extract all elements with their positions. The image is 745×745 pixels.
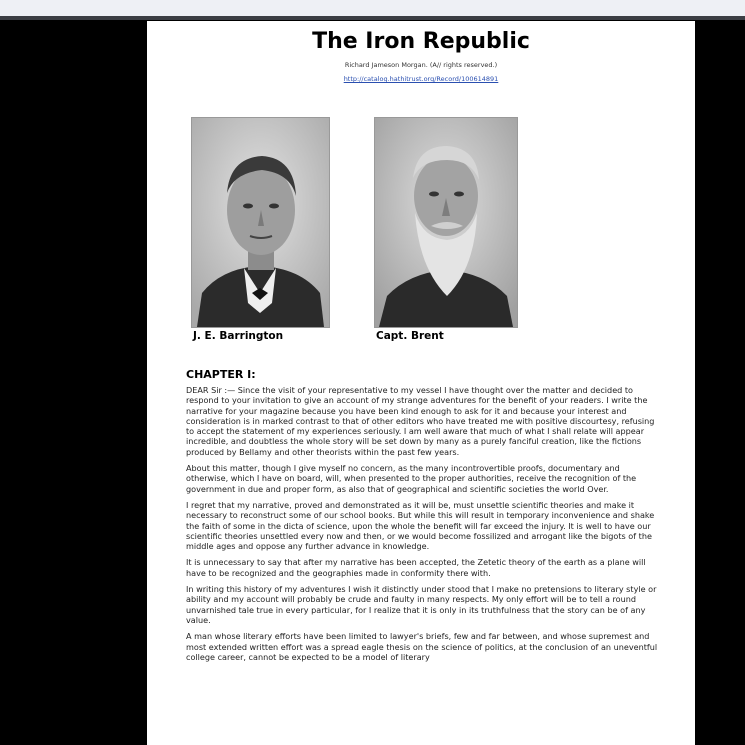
paragraph: In writing this history of my adventures I wish it distinctly under stood that I make no pretensions to literary style or ability and my account will probably be crude and faulty in many respects. My only effort will be to tell a round unvarnished tale true in every particular, for I realize that it is only in its truthfulness that the story can be of any value. <box>186 584 657 625</box>
chapter-heading: CHAPTER I: <box>186 368 256 381</box>
catalog-link[interactable]: http://catalog.hathitrust.org/Record/100614891 <box>343 75 499 83</box>
caption-brent: Capt. Brent <box>376 330 444 342</box>
author-line: Richard Jameson Morgan. (A// rights reserved.) <box>344 61 498 69</box>
paragraph: About this matter, though I give myself no concern, as the many incontrovertible proofs, documentary and otherwise, which I have on board, will, when presented to the proper authorities, receive the recognition of the government in due and proper form, as also that of geographical and scientific societies the world Over. <box>186 463 637 494</box>
document-page <box>147 21 695 745</box>
viewer-top-bar <box>0 0 745 16</box>
portrait-brent <box>374 117 518 328</box>
paragraph: A man whose literary efforts have been limited to lawyer's briefs, few and far between, and whose supremest and most extended written effort was a spread eagle thesis on the science of politics, at the conclusion of an uneventful college career, cannot be expected to be a model of literary <box>186 631 658 662</box>
viewer-divider <box>0 16 745 20</box>
paragraph: I regret that my narrative, proved and demonstrated as it will be, must unsettle scientific theories and make it necessary to reconstruct some of our school books. But while this will result in temporary inconvenience and shake the faith of some in the dicta of science, upon the whole the benefit will far exceed the injury. It is well to have our scientific theories unsettled every now and then, or we would become fossilized and arrogant like the bigots of the middle ages and oppose any further advance in knowledge. <box>186 499 655 552</box>
caption-barrington: J. E. Barrington <box>193 330 284 342</box>
paragraph: DEAR Sir :— Since the visit of your representative to my vessel I have thought over the matter and decided to respond to your invitation to give an account of my strange adventures for the benefit of your readers. I write the narrative for your magazine because you have been kind enough to ask for it and because your interest and consideration is in marked contrast to that of other editors who have treated me with positive discourtesy, refusing to accept the statement of my experiences seriously. I am well aware that much of what I shall relate will appear incredible, and doubtless the whole story will be set down by many as a purely fanciful creation, like the fictions produced by Bellamy and other theorists within the past few years. <box>186 385 655 457</box>
chapter-body <box>186 385 664 668</box>
document-title: The Iron Republic <box>312 29 530 54</box>
paragraph: It is unnecessary to say that after my narrative has been accepted, the Zetetic theory of the earth as a plane will have to be recognized and the geographies made in conformity there with. <box>186 557 646 578</box>
portrait-barrington <box>191 117 330 328</box>
